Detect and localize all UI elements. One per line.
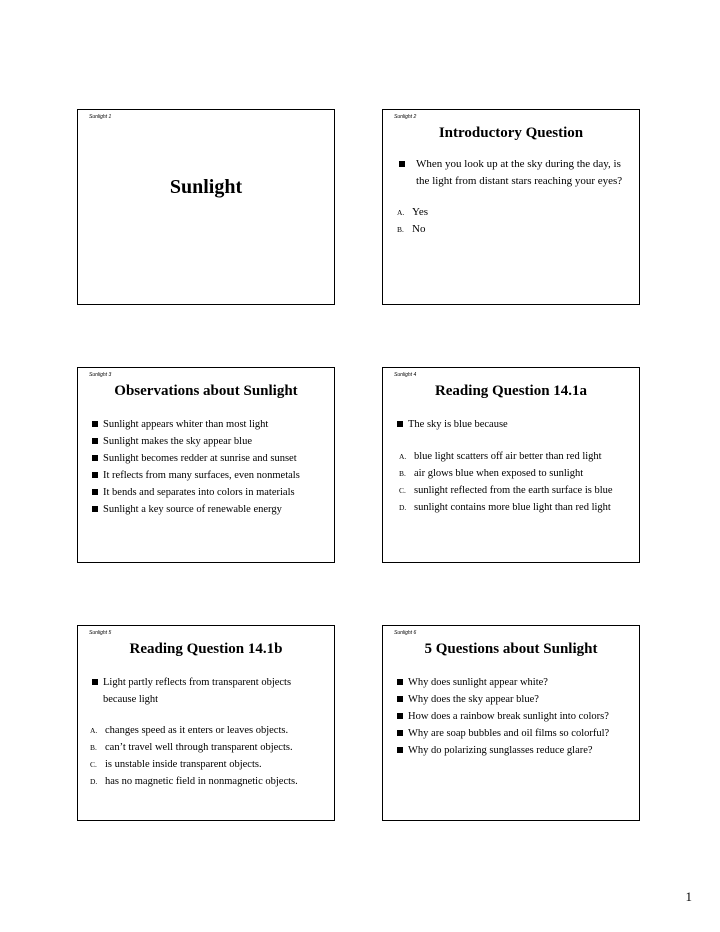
answer-option: A. blue light scatters off air better than red light [399, 451, 602, 462]
square-bullet-icon [397, 696, 403, 702]
list-item: Light partly reflects from transparent objects because light [90, 674, 304, 708]
answer-option: B. No [397, 223, 426, 235]
answer-options [399, 448, 633, 516]
answer-option: A. changes speed as it enters or leaves objects. [90, 725, 289, 736]
answer-options [397, 204, 633, 238]
list-item: Sunlight appears whiter than most light [90, 416, 328, 433]
slide-4 [382, 367, 640, 563]
answer-option: C. is unstable inside transparent objects. [90, 759, 262, 770]
square-bullet-icon [397, 730, 403, 736]
slide-tag: Sunlight 3 [89, 372, 112, 378]
square-bullet-icon [92, 455, 98, 461]
slide-6 [382, 625, 640, 821]
answer-option: A. Yes [397, 206, 429, 218]
square-bullet-icon [92, 421, 98, 427]
bullet-list [395, 416, 633, 433]
slide-title: Reading Question 14.1b [129, 641, 283, 657]
square-bullet-icon [92, 489, 98, 495]
answer-option: C. sunlight reflected from the earth surface is blue [399, 485, 613, 496]
square-bullet-icon [92, 506, 98, 512]
page-number: 1 [685, 889, 692, 904]
list-item: Sunlight becomes redder at sunrise and sunset [90, 450, 328, 467]
bullet-list [397, 156, 633, 190]
list-item: Sunlight makes the sky appear blue [90, 433, 328, 450]
list-item: Why does sunlight appear white? [395, 674, 633, 691]
square-bullet-icon [399, 161, 405, 167]
answer-options [90, 722, 328, 790]
slide-5 [77, 625, 335, 821]
slide-tag: Sunlight 2 [394, 114, 417, 120]
list-item: Sunlight a key source of renewable energy [90, 501, 328, 518]
slide-title: Observations about Sunlight [114, 383, 298, 399]
square-bullet-icon [397, 679, 403, 685]
slide-3 [77, 367, 335, 563]
slide-tag: Sunlight 6 [394, 630, 417, 636]
slide-tag: Sunlight 5 [89, 630, 112, 636]
list-item: Why does the sky appear blue? [395, 691, 633, 708]
list-item: Why are soap bubbles and oil films so colorful? [395, 725, 633, 742]
list-item: When you look up at the sky during the day, is the light from distant stars reaching your eyes? [397, 156, 633, 190]
slide-title: 5 Questions about Sunlight [424, 641, 598, 657]
square-bullet-icon [92, 438, 98, 444]
slide-title: Sunlight [169, 176, 243, 198]
answer-option: B. air glows blue when exposed to sunlight [399, 468, 584, 479]
answer-option: B. can’t travel well through transparent objects. [90, 742, 293, 753]
square-bullet-icon [92, 679, 98, 685]
slide-title: Reading Question 14.1a [434, 383, 588, 399]
slide-tag: Sunlight 4 [394, 372, 417, 378]
list-item: How does a rainbow break sunlight into colors? [395, 708, 633, 725]
list-item: It bends and separates into colors in materials [90, 484, 328, 501]
bullet-list [90, 674, 304, 708]
slide-tag: Sunlight 1 [89, 114, 112, 120]
square-bullet-icon [92, 472, 98, 478]
bullet-list [395, 674, 633, 759]
bullet-list [90, 416, 328, 518]
answer-option: D. has no magnetic field in nonmagnetic objects. [90, 776, 298, 787]
square-bullet-icon [397, 747, 403, 753]
square-bullet-icon [397, 421, 403, 427]
slide-1 [77, 109, 335, 305]
list-item: Why do polarizing sunglasses reduce glare? [395, 742, 633, 759]
slide-2 [382, 109, 640, 305]
answer-option: D. sunlight contains more blue light than red light [399, 502, 611, 513]
square-bullet-icon [397, 713, 403, 719]
slide-title: Introductory Question [438, 125, 584, 141]
list-item: The sky is blue because [395, 416, 633, 433]
list-item: It reflects from many surfaces, even nonmetals [90, 467, 328, 484]
